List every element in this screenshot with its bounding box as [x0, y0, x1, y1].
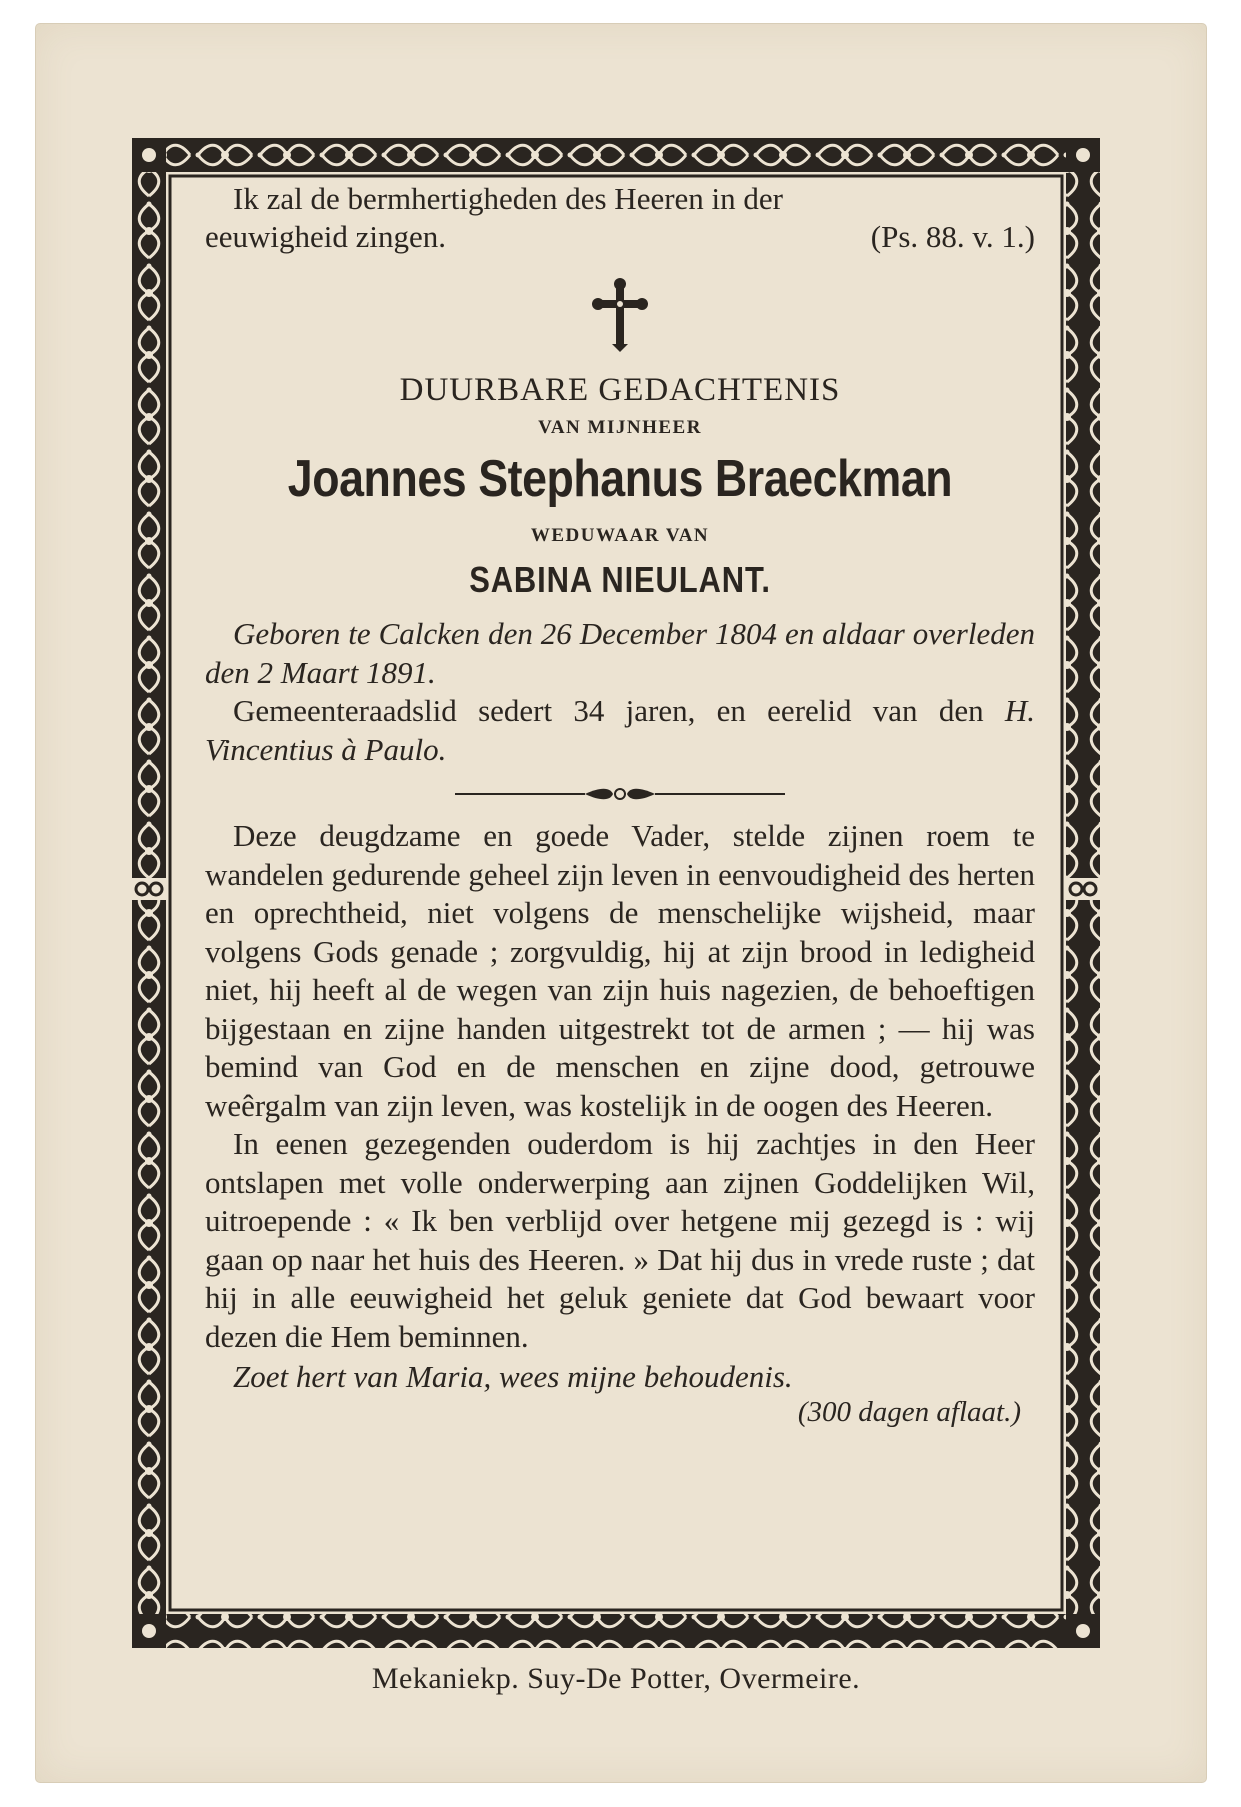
border-top: [132, 138, 1100, 172]
card-text: [205, 180, 1035, 1429]
cross-icon: [590, 278, 650, 352]
civic-office-society: H. Vincentius à Paulo.: [205, 693, 1035, 767]
civic-office-text: Gemeenteraadslid sedert 34 jaren, en eerelid van den: [233, 693, 984, 728]
psalm-reference: (Ps. 88. v. 1.): [870, 219, 1035, 254]
printer-imprint: Mekaniekp. Suy-De Potter, Overmeire.: [371, 1662, 861, 1695]
deceased-name: Joannes Stephanus Braeckman: [287, 450, 953, 508]
indulgence-note: (300 dagen aflaat.): [797, 1396, 1021, 1428]
widower-label: WEDUWAAR VAN: [530, 525, 710, 546]
civic-office: [205, 692, 1035, 769]
border-bottom: [132, 1614, 1100, 1648]
memorial-subheading: VAN MIJNHEER: [538, 417, 702, 438]
psalm-verse-line2: [205, 218, 1035, 256]
body-paragraph-2: In eenen gezegenden ouderdom is hij zachtjes in den Heer ontslapen met volle onderwerping aan zijnen Goddelijken Wil, uitroepende : « Ik ben verblijd over hetgene mij gezegd is : wij gaan op naar het huis des Heeren. » Dat hij dus in vrede ruste ; dat hij in alle eeuwigheid het geluk geniete dat God bewaart voor dezen die Hem beminnen.: [205, 1126, 1035, 1354]
divider-ornament: [205, 783, 1035, 805]
spouse-name: SABINA NIEULANT.: [469, 559, 771, 600]
psalm-verse-end: eeuwigheid zingen.: [205, 219, 447, 254]
cross-ornament: [205, 278, 1035, 358]
birth-death-dates: Geboren te Calcken den 26 December 1804 en aldaar overleden den 2 Maart 1891.: [205, 616, 1035, 690]
body-paragraph-1: Deze deugdzame en goede Vader, stelde zijnen roem te wandelen gedurende geheel zijn leven in eenvoudigheid des herten en oprechtheid, niet volgens de menschelijke wijsheid, maar volgens Gods genade ; zorgvuldig, hij at zijn brood in ledigheid niet, hij heeft al de wegen van zijn huis nagezien, de behoeftigen bijgestaan en zijne handen uitgestrekt tot de armen ; — hij was bemind van God en de menschen en zijne dood, getrouwe weêrgalm van zijn leven, was kostelijk in de oogen des Heeren.: [205, 818, 1035, 1123]
closing-prayer: Zoet hert van Maria, wees mijne behoudenis.: [233, 1359, 793, 1394]
memorial-heading: DUURBARE GEDACHTENIS: [399, 372, 841, 408]
psalm-verse-line1: Ik zal de bermhertigheden des Heeren in der: [233, 181, 783, 216]
divider-icon: [455, 783, 785, 805]
